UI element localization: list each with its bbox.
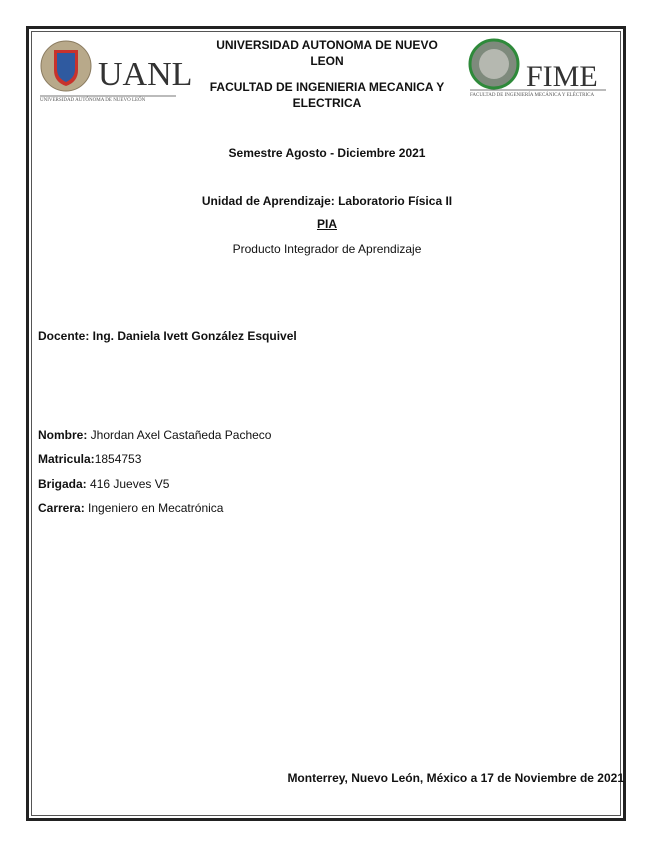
student-name xyxy=(38,428,271,442)
brigade-value: 416 Jueves V5 xyxy=(86,477,170,491)
name-value: Jhordan Axel Castañeda Pacheco xyxy=(87,428,272,442)
pia-title: PIA xyxy=(316,217,337,231)
uanl-logo-text: UANL xyxy=(98,56,193,93)
student-career xyxy=(38,501,223,515)
fime-logo-text: FIME xyxy=(526,60,598,93)
id-value: 1854753 xyxy=(94,452,142,466)
learning-unit: Unidad de Aprendizaje: Laboratorio Física II xyxy=(201,194,453,208)
faculty-title-line1: FACULTAD DE INGENIERIA MECANICA Y xyxy=(209,80,445,94)
semester: Semestre Agosto - Diciembre 2021 xyxy=(228,146,426,160)
pia-subtitle: Producto Integrador de Aprendizaje xyxy=(232,242,422,256)
faculty-title-line2: ELECTRICA xyxy=(292,96,362,110)
id-label: Matricula: xyxy=(38,452,95,466)
uanl-logo xyxy=(38,40,193,106)
student-brigade xyxy=(38,477,169,491)
brigade-label: Brigada: xyxy=(38,477,87,491)
teacher: Docente: Ing. Daniela Ivett González Esquivel xyxy=(38,329,297,343)
career-label: Carrera: xyxy=(38,501,85,515)
university-title-line1: UNIVERSIDAD AUTONOMA DE NUEVO xyxy=(216,38,438,52)
fime-logo-subtext: FACULTAD DE INGENIERÍA MECÁNICA Y ELÉCTRICA xyxy=(470,93,595,98)
fime-logo xyxy=(468,38,608,104)
name-label: Nombre: xyxy=(38,428,88,442)
career-value: Ingeniero en Mecatrónica xyxy=(84,501,224,515)
student-id xyxy=(38,452,141,466)
place-date: Monterrey, Nuevo León, México a 17 de Noviembre de 2021 xyxy=(287,771,624,785)
uanl-logo-subtext: UNIVERSIDAD AUTÓNOMA DE NUEVO LEÓN xyxy=(40,98,146,103)
university-title-line2: LEON xyxy=(310,54,344,68)
